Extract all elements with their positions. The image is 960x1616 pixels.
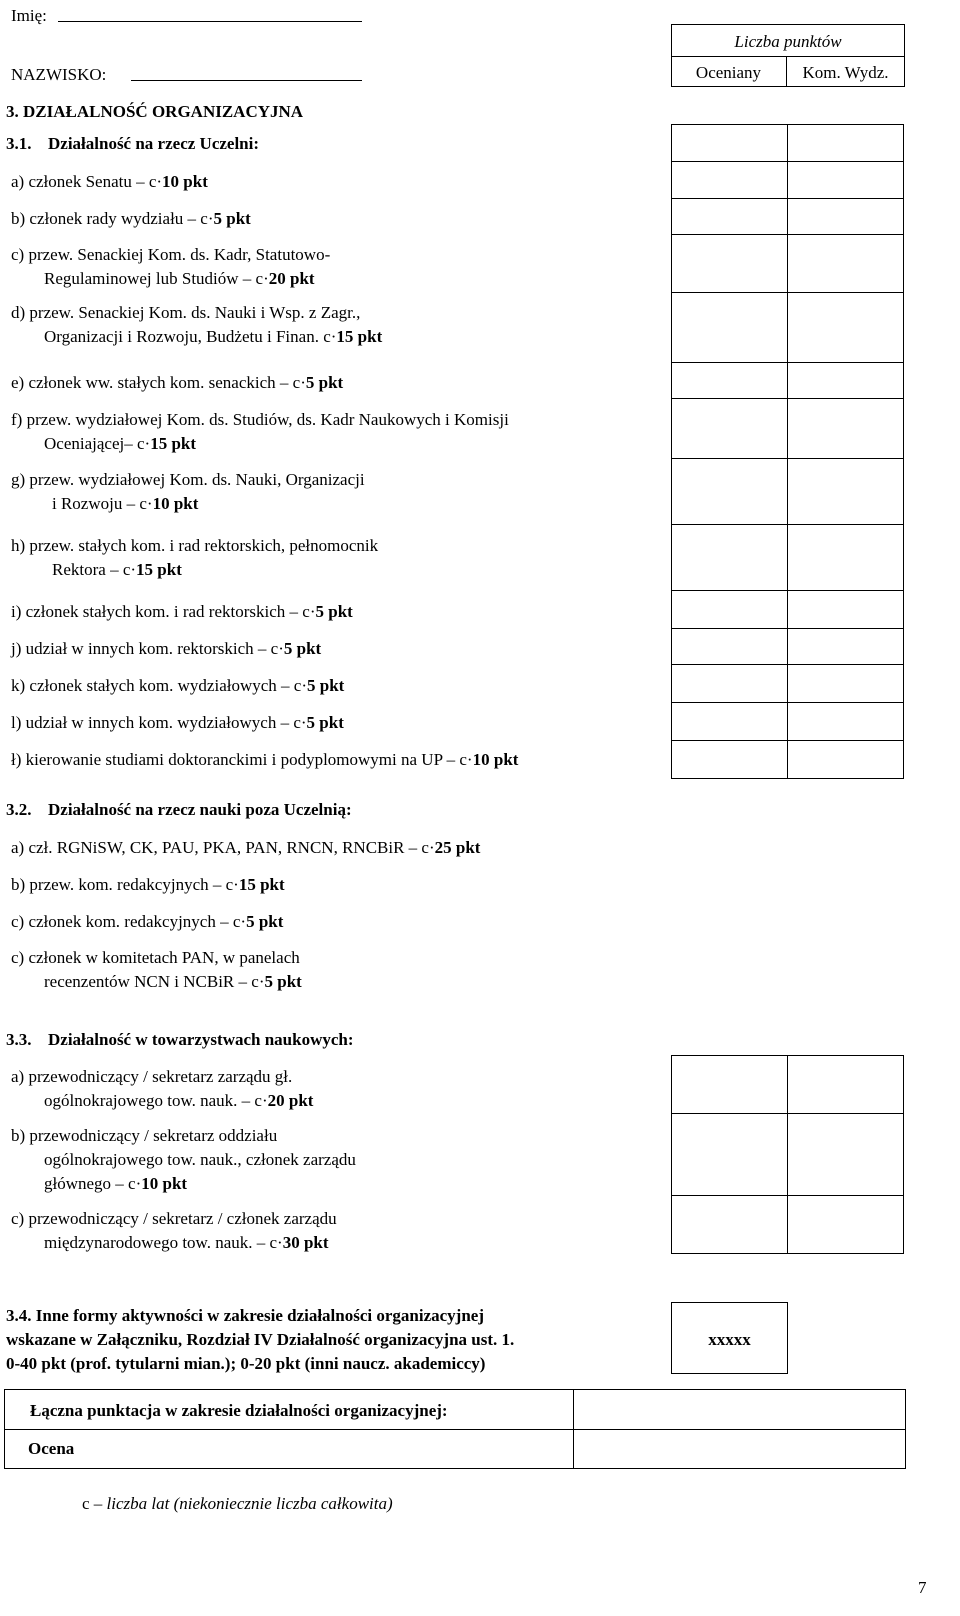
grid-3-1-row-4-kom-cell[interactable] [787,234,904,293]
grid-3-1-row-6-oceniany-cell[interactable] [671,362,788,399]
item-text: międzynarodowego tow. nauk. – c· [44,1233,283,1252]
item-text: Rektora – c· [52,560,137,579]
item-text: d) przew. Senackiej Kom. ds. Nauki i Wsp. z Zagr., [11,303,361,322]
item-text: c) przewodniczący / sekretarz / członek zarządu [11,1209,337,1228]
last-name-label: NAZWISKO: [11,65,107,84]
item-points: 5 pkt [307,676,345,695]
item-points: 15 pkt [150,434,197,453]
s31-item-6-line-2 [44,434,196,454]
s31-item-11-line-1 [11,676,344,696]
grid-3-1-row-13-kom-cell[interactable] [787,702,904,741]
grid-3-1-row-10-oceniany-cell[interactable] [671,590,788,629]
grid-3-1-row-2-kom-cell[interactable] [787,161,904,199]
grid-3-1-row-7-oceniany-cell[interactable] [671,398,788,459]
grid-3-1-row-4-oceniany-cell[interactable] [671,234,788,293]
grid-3-1-row-12-oceniany-cell[interactable] [671,664,788,703]
item-points: 10 pkt [472,750,519,769]
section-3-4-line-2: wskazane w Załączniku, Rozdział IV Działalność organizacyjna ust. 1. [6,1330,515,1349]
item-text: i) członek stałych kom. i rad rektorskich – c· [11,602,316,621]
footnote-text: – liczba lat (niekoniecznie liczba całkowita) [89,1494,393,1513]
s33-item-2-line-3 [44,1174,187,1194]
section-3-2-number: 3.2. [6,800,32,819]
grid-3-1-row-9-kom-cell[interactable] [787,524,904,591]
s33-item-3-line-2 [44,1233,329,1253]
s31-item-2-line-1 [11,209,251,229]
item-text: recenzentów NCN i NCBiR – c· [44,972,265,991]
item-points: 10 pkt [162,172,208,191]
grid-3-1-row-8-kom-cell[interactable] [787,458,904,525]
item-text: i Rozwoju – c· [52,494,153,513]
first-name-field[interactable] [58,21,362,22]
item-points: 5 pkt [246,912,284,931]
s31-item-3-line-2 [44,269,315,289]
s32-item-2-line-1 [11,875,285,895]
grid-3-1-row-14-kom-cell[interactable] [787,740,904,779]
grid-3-1-row-7-kom-cell[interactable] [787,398,904,459]
item-text: a) przewodniczący / sekretarz zarządu gł. [11,1067,293,1086]
item-points: 20 pkt [267,1091,314,1110]
item-points: 5 pkt [305,373,344,392]
item-text: l) udział w innych kom. wydziałowych – c· [11,713,307,732]
col-oceniany-header: Oceniany [695,63,762,82]
item-points: 25 pkt [434,838,481,857]
item-text: c) członek kom. redakcyjnych – c· [11,912,247,931]
item-text: ogólnokrajowego tow. nauk., członek zarządu [44,1150,356,1169]
section-3-title: 3. DZIAŁALNOŚĆ ORGANIZACYJNA [6,102,304,121]
s31-item-13-line-1 [11,750,518,770]
item-text: Organizacji i Rozwoju, Budżetu i Finan. c· [44,327,337,346]
grid-3-1-row-5-oceniany-cell[interactable] [671,292,788,363]
item-points: 5 pkt [213,209,251,228]
s33-item-2-line-1 [11,1126,277,1146]
s31-item-9-line-1 [11,602,353,622]
grid-3-1-row-10-kom-cell[interactable] [787,590,904,629]
section-3-4-line-3: 0-40 pkt (prof. tytularni mian.); 0-20 pkt (inni naucz. akademiccy) [6,1354,486,1373]
grid-3-1-row-3-kom-cell[interactable] [787,198,904,235]
grid-3-1-row-13-oceniany-cell[interactable] [671,702,788,741]
grid-3-1-row-8-oceniany-cell[interactable] [671,458,788,525]
grid-3-1-row-9-oceniany-cell[interactable] [671,524,788,591]
item-text: g) przew. wydziałowej Kom. ds. Nauki, Organizacji [11,470,365,489]
s32-item-1-line-1 [11,838,480,858]
grid-3-1-row-14-oceniany-cell[interactable] [671,740,788,779]
section-3-2-title: Działalność na rzecz nauki poza Uczelnią: [48,800,352,819]
item-points: 5 pkt [283,639,322,658]
item-text: e) członek ww. stałych kom. senackich – c· [11,373,306,392]
s32-item-4-line-1 [11,948,300,968]
footnote-c: c [82,1494,90,1513]
grid-3-3-row-3-oceniany-cell[interactable] [671,1195,788,1254]
item-points: 5 pkt [315,602,353,621]
item-text: Oceniającej– c· [44,434,151,453]
s33-item-3-line-1 [11,1209,337,1229]
item-points: 5 pkt [264,972,302,991]
first-name-label: Imię: [11,6,47,25]
s31-item-8-line-1 [11,536,378,556]
total-points-label: Łączna punktacja w zakresie działalności organizacyjnej: [30,1401,448,1420]
section-3-3-number: 3.3. [6,1030,32,1049]
item-text: b) przewodniczący / sekretarz oddziału [11,1126,278,1145]
item-text: a) członek Senatu – c· [11,172,163,191]
footnote [82,1494,393,1514]
s31-item-8-line-2 [52,560,182,580]
grade-field[interactable] [574,1430,904,1468]
grid-3-1-row-6-kom-cell[interactable] [787,362,904,399]
item-text: k) członek stałych kom. wydziałowych – c· [11,676,307,695]
grade-label: Ocena [28,1439,75,1458]
item-text: b) przew. kom. redakcyjnych – c· [11,875,239,894]
grid-3-3-row-2-oceniany-cell[interactable] [671,1113,788,1196]
points-header-divider [671,56,905,57]
s31-item-4-line-1 [11,303,360,323]
s31-item-10-line-1 [11,639,321,659]
s31-item-7-line-1 [11,470,365,490]
s32-item-4-line-2 [44,972,302,992]
s31-item-1-line-1 [11,172,208,192]
item-text: h) przew. stałych kom. i rad rektorskich, pełnomocnik [11,536,379,555]
grid-3-1-row-12-kom-cell[interactable] [787,664,904,703]
grid-3-3-row-1-oceniany-cell[interactable] [671,1055,788,1114]
item-text: b) członek rady wydziału – c· [11,209,214,228]
item-text: c) przew. Senackiej Kom. ds. Kadr, Statutowo- [11,245,331,264]
item-points: 10 pkt [152,494,199,513]
item-text: f) przew. wydziałowej Kom. ds. Studiów, ds. Kadr Naukowych i Komisji [11,410,509,429]
grid-3-3-row-2-kom-cell[interactable] [787,1113,904,1196]
item-text: ł) kierowanie studiami doktoranckimi i podyplomowymi na UP – c· [11,750,473,769]
last-name-field[interactable] [131,80,362,81]
s33-item-2-line-2 [44,1150,356,1170]
item-text: ogólnokrajowego tow. nauk. – c· [44,1091,268,1110]
item-text: Regulaminowej lub Studiów – c· [44,269,269,288]
s33-item-1-line-2 [44,1091,313,1111]
points-header-title: Liczba punktów [734,32,842,51]
grid-3-1-row-1-kom-cell[interactable] [787,124,904,162]
section-3-4-line-1: 3.4. Inne formy aktywności w zakresie działalności organizacyjnej [6,1306,485,1325]
grid-3-1-row-5-kom-cell[interactable] [787,292,904,363]
grid-3-1-row-3-oceniany-cell[interactable] [671,198,788,235]
grid-3-3-row-3-kom-cell[interactable] [787,1195,904,1254]
item-text: głównego – c· [44,1174,142,1193]
section-3-3-title: Działalność w towarzystwach naukowych: [48,1030,354,1049]
s31-item-7-line-2 [52,494,198,514]
s31-item-3-line-1 [11,245,330,265]
grid-3-1-row-1-oceniany-cell[interactable] [671,124,788,162]
item-points: 15 pkt [238,875,285,894]
item-points: 5 pkt [306,713,344,732]
grid-3-1-row-11-oceniany-cell[interactable] [671,628,788,665]
col-kom-wydz-header: Kom. Wydz. [802,63,889,82]
s31-item-5-line-1 [11,373,343,393]
item-text: a) czł. RGNiSW, CK, PAU, PKA, PAN, RNCN, RNCBiR – c· [11,838,435,857]
s31-item-6-line-1 [11,410,509,430]
grid-3-1-row-2-oceniany-cell[interactable] [671,161,788,199]
grid-3-1-row-11-kom-cell[interactable] [787,628,904,665]
s32-item-3-line-1 [11,912,283,932]
grid-3-3-row-1-kom-cell[interactable] [787,1055,904,1114]
item-points: 15 pkt [136,560,182,579]
section-3-1-title: Działalność na rzecz Uczelni: [48,134,260,153]
item-points: 30 pkt [282,1233,329,1252]
page-number: 7 [918,1578,927,1597]
s31-item-4-line-2 [44,327,382,347]
s31-item-12-line-1 [11,713,344,733]
item-text: c) członek w komitetach PAN, w panelach [11,948,300,967]
section-3-1-number: 3.1. [6,134,32,153]
total-points-field[interactable] [574,1390,904,1428]
item-points: 15 pkt [336,327,383,346]
item-text: j) udział w innych kom. rektorskich – c· [11,639,284,658]
s33-item-1-line-1 [11,1067,292,1087]
item-points: 10 pkt [141,1174,188,1193]
item-points: 20 pkt [268,269,315,288]
section-3-4-box-text: xxxxx [708,1330,751,1349]
